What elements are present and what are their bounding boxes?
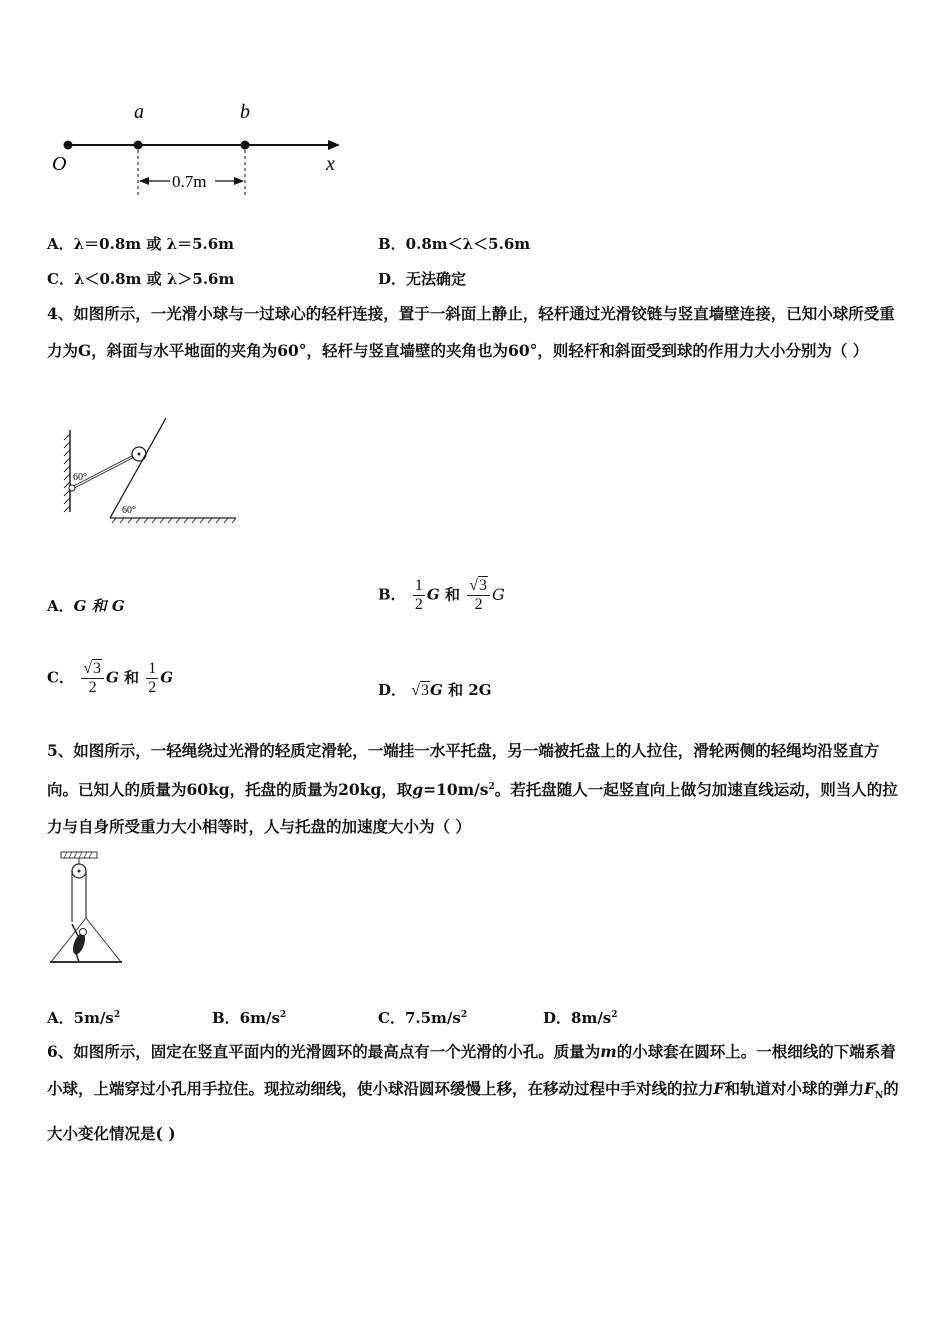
- q4-option-c-and: 和: [124, 668, 140, 687]
- q3-option-c: C．λ＜0.8m 或 λ＞5.6m: [47, 270, 235, 288]
- q5-stem-3: 。若托盘随人一起竖直向上做匀加速直线运动，则当人的拉力与自身所受重力大小相等时，人与托盘的加速度大小为（ ）: [47, 780, 898, 837]
- q3-option-a: A．λ＝0.8m 或 λ＝5.6m: [47, 235, 235, 253]
- q4-option-d-sqrt: √3: [411, 682, 430, 699]
- q3-option-b: B．0.8m＜λ＜5.6m: [378, 235, 531, 253]
- q4-option-b-frac2: $\frac{√3}{2}$: [467, 577, 490, 613]
- q4-option-c-label: C．: [47, 668, 74, 687]
- tray-string-right: [86, 918, 121, 962]
- q4-option-c-g: G: [105, 668, 119, 687]
- q6-stem-f: F: [713, 1079, 725, 1098]
- ball-center: [138, 453, 141, 456]
- incline: [110, 418, 166, 518]
- q4-option-d-label: D．: [378, 681, 407, 699]
- q3-option-d: D．无法确定: [378, 270, 467, 288]
- point-a: [134, 141, 143, 150]
- q4-option-d-tail: 和 2G: [442, 681, 492, 699]
- q5-option-a: A．$5m/s^2$: [47, 1009, 121, 1027]
- label-x: x: [326, 153, 335, 175]
- q4-option-c: [47, 660, 173, 696]
- person-body: [71, 932, 88, 956]
- q6-stem-4: 的大小变化情况是( ): [47, 1079, 899, 1144]
- q4-option-d-g: G: [430, 681, 443, 699]
- q5-stem-2: =10m/s: [423, 780, 489, 800]
- q4-option-a: [47, 599, 125, 614]
- q5-option-d: D．$8m/s^2$: [543, 1009, 618, 1027]
- q6-stem-m: m: [600, 1042, 617, 1061]
- q6-stem-1: 6、如图所示，固定在竖直平面内的光滑圆环的最高点有一个光滑的小孔。质量为: [47, 1042, 601, 1061]
- q5-stem-g: g: [412, 780, 424, 800]
- q5-option-c: C．$7.5m/s^2$: [378, 1009, 468, 1027]
- q5-stem-1: 5、如图所示，一轻绳绕过光滑的轻质定滑轮，一端挂一水平托盘，另一端被托盘上的人拉住，滑轮两侧的轻绳均沿竖直方向。已知人的质量为60kg，托盘的质量为20kg，取: [47, 741, 880, 800]
- q5-stem-sup: 2: [488, 782, 495, 792]
- q5-stem: [47, 732, 909, 845]
- label-b: b: [240, 101, 250, 123]
- q4-option-c-frac2: $\frac{1}{2}$: [148, 660, 157, 696]
- person-head: [80, 929, 87, 936]
- ground-angle-label: 60°: [122, 505, 136, 516]
- q5-figure: [48, 850, 128, 968]
- q4-option-d: [378, 683, 492, 699]
- q4-option-c-frac1: $\frac{√3}{2}$: [81, 660, 104, 696]
- q5-option-b: B．$6m/s^2$: [212, 1009, 287, 1027]
- axis-arrow: [328, 140, 340, 150]
- q6-stem-fn: F: [864, 1079, 876, 1098]
- label-a: a: [134, 101, 144, 123]
- q4-option-a-label: A．: [47, 597, 74, 615]
- q6-stem-2: 的小球套在圆环上。一根细线的下端系着小球，上端穿过小孔用手拉住。现拉动细线，使小球沿圆环缓慢上移，在移动过程中手对线的拉力: [47, 1042, 896, 1098]
- q4-option-a-text: G 和 G: [73, 597, 125, 615]
- q4-figure: [58, 410, 248, 525]
- number-line-figure: [40, 95, 360, 205]
- point-o: [64, 141, 73, 150]
- pulley-axle: [78, 870, 81, 873]
- q4-stem: 4、如图所示，一光滑小球与一过球心的轻杆连接，置于一斜面上静止，轻杆通过光滑铰链与竖直墙壁连接，已知小球所受重力为G，斜面与水平地面的夹角为60°，轻杆与竖直墙壁的夹角也为60°，则轻杆和斜面受到球的作用力大小分别为（ ）: [47, 304, 895, 360]
- q4-option-b-and: 和: [444, 585, 460, 604]
- q4-option-b-frac1: $\frac{1}{2}$: [414, 577, 423, 613]
- q6-stem: [47, 1033, 909, 1152]
- q4-option-b: [378, 577, 505, 613]
- ground-hatch: [112, 518, 236, 523]
- wall-angle-label: 60°: [73, 472, 87, 483]
- q4-option-c-g2: G: [160, 668, 174, 687]
- person-leg: [76, 953, 79, 962]
- q4-option-b-g: G: [426, 585, 440, 604]
- point-b: [241, 141, 250, 150]
- dim-arrowhead-left: [139, 177, 149, 185]
- q6-stem-3: 和轨道对小球的弹力: [724, 1079, 865, 1098]
- distance-label: 0.7m: [172, 172, 207, 191]
- wall-hatch: [64, 434, 70, 512]
- dim-arrowhead-right: [234, 177, 244, 185]
- q6-stem-n: N: [875, 1091, 884, 1102]
- q4-option-b-label: B．: [378, 585, 406, 604]
- hinge: [69, 485, 75, 491]
- q4-option-b-g2: G: [492, 585, 505, 605]
- label-o: O: [52, 153, 67, 175]
